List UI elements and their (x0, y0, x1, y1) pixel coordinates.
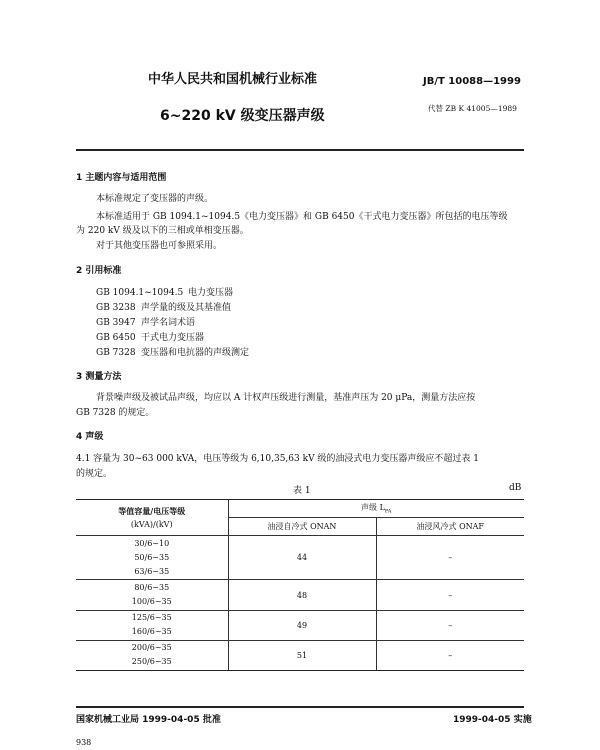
table-header-row (76, 500, 524, 518)
onan-value: 48 (228, 580, 376, 610)
capacity-value: 50/6~35 (134, 552, 170, 562)
onaf-header: 油浸风冷式 ONAF (376, 518, 524, 536)
reference-code: GB 7328 (96, 348, 136, 358)
reference-item (96, 315, 195, 328)
capacity-value: 250/6~35 (131, 657, 172, 667)
onaf-value: – (376, 640, 524, 670)
implementation-note: 1999-04-05 实施 (453, 715, 532, 725)
sound-level-header: 声级 $L_{PA}$ (228, 500, 524, 518)
capacity-cell (76, 610, 228, 640)
table-row (76, 580, 524, 610)
section-1-paragraph-2b: 为 220 kV 级及以下的三相或单相变压器。 (76, 226, 249, 236)
page-number: 938 (76, 738, 92, 747)
table-unit: dB (509, 483, 522, 493)
onan-value: 49 (228, 610, 376, 640)
reference-item (96, 285, 233, 298)
onaf-value: – (376, 610, 524, 640)
reference-code: GB 3947 (96, 318, 136, 328)
section-2-heading: 2 引用标准 (76, 266, 122, 276)
onan-value: 51 (228, 640, 376, 670)
capacity-cell (76, 640, 228, 670)
reference-title: 干式电力变压器 (141, 333, 205, 343)
table-row (76, 610, 524, 640)
section-3-paragraph-b: GB 7328 的规定。 (76, 408, 155, 418)
reference-title: 电力变压器 (188, 288, 234, 298)
capacity-header-line1: 等值容量/电压等级 (118, 505, 186, 516)
table-row (76, 536, 524, 580)
onan-value: 44 (228, 536, 376, 580)
reference-item (96, 345, 249, 358)
sound-level-subscript: PA (384, 508, 392, 515)
approval-note: 国家机械工业局 1999-04-05 批准 (76, 715, 221, 725)
reference-item (96, 300, 231, 313)
clause-4-1-b: 的规定。 (76, 469, 113, 479)
reference-code: GB 6450 (96, 333, 136, 343)
replaces-note: 代替 ZB K 41005—1989 (428, 104, 517, 113)
clause-4-1-a: 4.1 容量为 30~63 000 kVA，电压等级为 6,10,35,63 kV 级的油浸式电力变压器声级应不超过表 1 (76, 454, 480, 464)
section-4-heading: 4 声级 (76, 432, 104, 442)
org-title: 中华人民共和国机械行业标准 (148, 72, 318, 87)
standard-number: JB/T 10088—1999 (423, 76, 521, 87)
reference-title: 声学量的级及其基准值 (141, 303, 232, 313)
capacity-value: 80/6~35 (134, 583, 170, 593)
capacity-header-cell (76, 500, 228, 536)
section-3-paragraph-a: 背景噪声级及被试品声级，均应以 A 计权声压级进行测量，基准声压为 20 μPa，测量方法应按 (96, 393, 476, 403)
capacity-header-line2: (kVA)/(kV) (130, 519, 173, 529)
reference-title: 变压器和电抗器的声级测定 (141, 348, 250, 358)
table-row (76, 640, 524, 670)
capacity-value: 63/6~35 (134, 566, 170, 576)
capacity-value: 30/6~10 (134, 538, 170, 548)
capacity-value: 160/6~35 (131, 627, 172, 637)
footer-rule (76, 706, 524, 708)
capacity-cell (76, 536, 228, 580)
document-title: 6~220 kV 级变压器声级 (160, 108, 325, 124)
capacity-cell (76, 580, 228, 610)
sound-level-table (76, 499, 524, 671)
section-1-paragraph-1: 本标准规定了变压器的声级。 (96, 194, 214, 204)
section-3-heading: 3 测量方法 (76, 372, 122, 382)
capacity-value: 200/6~35 (131, 643, 172, 653)
section-1-paragraph-2a: 本标准适用于 GB 1094.1~1094.5《电力变压器》和 GB 6450《干式电力变压器》所包括的电压等级 (96, 212, 508, 222)
capacity-value: 100/6~35 (131, 597, 172, 607)
section-1-heading: 1 主题内容与适用范围 (76, 173, 167, 183)
reference-code: GB 3238 (96, 303, 136, 313)
reference-title: 声学名词术语 (141, 318, 196, 328)
onan-header: 油浸自冷式 ONAN (228, 518, 376, 536)
reference-item (96, 330, 204, 343)
section-1-paragraph-3: 对于其他变压器也可参照采用。 (96, 241, 223, 251)
reference-code: GB 1094.1~1094.5 (96, 288, 184, 298)
capacity-value: 125/6~35 (131, 613, 172, 623)
onaf-value: – (376, 536, 524, 580)
onaf-value: – (376, 580, 524, 610)
table-caption: 表 1 (293, 486, 311, 496)
header-rule (76, 149, 524, 151)
